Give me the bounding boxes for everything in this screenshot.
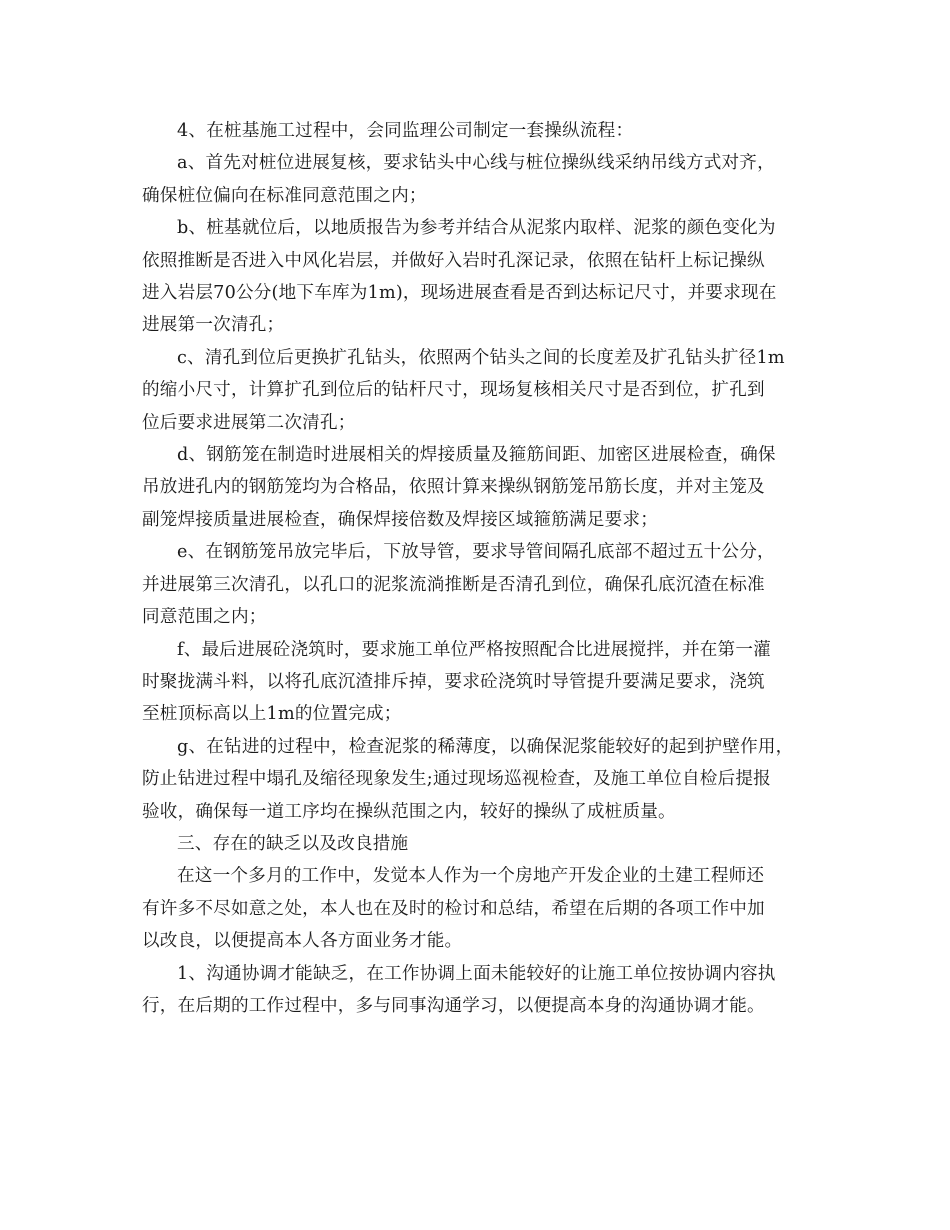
text-line: 验收，确保每一道工序均在操纵范围之内，较好的操纵了成桩质量。 <box>142 801 676 822</box>
text-line: 同意范围之内； <box>142 607 267 628</box>
paragraph-d <box>142 439 808 536</box>
text-line: a、首先对桩位进展复核，要求钻头中心线与桩位操纵线采纳吊线方式对齐， <box>177 153 775 174</box>
text-line: 防止钻进过程中塌孔及缩径现象发生;通过现场巡视检查，及施工单位自检后提报 <box>142 769 771 790</box>
text-line: d、钢筋笼在制造时进展相关的焊接质量及箍筋间距、加密区进展检查，确保 <box>177 445 776 466</box>
section-heading-3 <box>142 828 808 860</box>
text-line: 吊放进孔内的钢筋笼均为合格品，依照计算来操纵钢筋笼吊筋长度，并对主笼及 <box>142 477 765 498</box>
document-body <box>142 115 808 1022</box>
text-line: 4、在桩基施工过程中，会同监理公司制定一套操纵流程： <box>177 121 634 141</box>
text-line: f、最后进展砼浇筑时，要求施工单位严格按照配合比进展搅拌，并在第一灌 <box>177 639 771 660</box>
text-line: 的缩小尺寸，计算扩孔到位后的钻杆尺寸，现场复核相关尺寸是否到位，扩孔到 <box>142 380 765 401</box>
paragraph-c <box>142 342 808 439</box>
text-line: 依照推断是否进入中风化岩层，并做好入岩时孔深记录，依照在钻杆上标记操纵 <box>142 250 765 271</box>
text-line: 并进展第三次清孔，以孔口的泥浆流淌推断是否清孔到位，确保孔底沉渣在标准 <box>142 574 765 595</box>
section-heading-text: 三、存在的缺乏以及改良措施 <box>177 833 409 854</box>
paragraph-e <box>142 536 808 633</box>
text-line: 在这一个多月的工作中，发觉本人作为一个房地产开发企业的土建工程师还 <box>177 866 765 887</box>
text-line: 进入岩层70公分(地下车库为1m)，现场进展查看是否到达标记尺寸，并要求现在 <box>142 283 777 304</box>
paragraph-g <box>142 731 808 828</box>
text-line: 副笼焊接质量进展检查，确保焊接倍数及焊接区域箍筋满足要求； <box>142 509 659 530</box>
text-line: 有许多不尽如意之处，本人也在及时的检讨和总结，希望在后期的各项工作中加 <box>142 898 765 919</box>
text-line: 进展第一次清孔； <box>142 315 285 336</box>
text-line: 时聚拢满斗料，以将孔底沉渣排斥掉，要求砼浇筑时导管提升要满足要求，浇筑 <box>142 671 765 692</box>
text-line: 位后要求进展第二次清孔； <box>142 412 356 433</box>
paragraph-a <box>142 147 808 212</box>
text-line: g、在钻进的过程中，检查泥浆的稀薄度，以确保泥浆能较好的起到护壁作用， <box>177 736 794 757</box>
text-line: 确保桩位偏向在标准同意范围之内； <box>142 185 427 206</box>
text-line: c、清孔到位后更换扩孔钻头，依照两个钻头之间的长度差及扩孔钻头扩径1m <box>177 347 785 368</box>
text-line: b、桩基就位后，以地质报告为参考并结合从泥浆内取样、泥浆的颜色变化为 <box>177 218 776 239</box>
paragraph-summary <box>142 860 808 957</box>
paragraph-f <box>142 634 808 731</box>
paragraph-4 <box>142 115 808 147</box>
text-line: 行，在后期的工作过程中，多与同事沟通学习，以便提高本身的沟通协调才能。 <box>142 995 765 1016</box>
paragraph-1 <box>142 958 808 1023</box>
paragraph-b <box>142 212 808 342</box>
text-line: 1、沟通协调才能缺乏，在工作协调上面未能较好的让施工单位按协调内容执 <box>177 963 776 984</box>
text-line: e、在钢筋笼吊放完毕后，下放导管，要求导管间隔孔底部不超过五十公分， <box>177 542 775 563</box>
text-line: 以改良，以便提高本人各方面业务才能。 <box>142 931 463 952</box>
text-line: 至桩顶标高以上1m的位置完成； <box>142 704 402 725</box>
